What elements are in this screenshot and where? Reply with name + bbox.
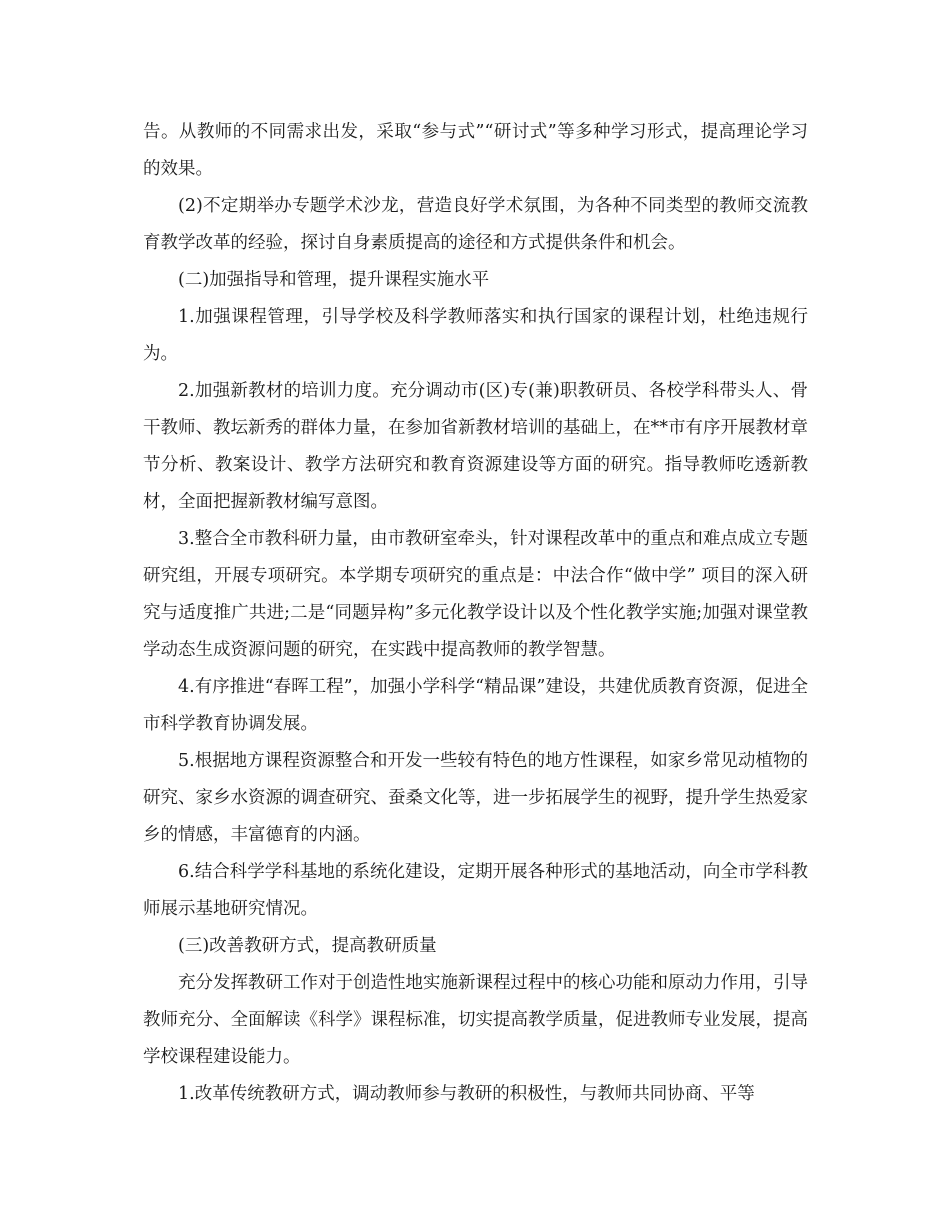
- paragraph-salon: (2)不定期举办专题学术沙龙，营造良好学术氛围，为各种不同类型的教师交流教育教学改革的经验，探讨自身素质提高的途径和方式提供条件和机会。: [143, 196, 808, 253]
- section-heading-3: (三)改善教研方式，提高教研质量: [178, 936, 437, 956]
- paragraph-item-5: 5.根据地方课程资源整合和开发一些较有特色的地方性课程，如家乡常见动植物的研究、家乡水资源的调查研究、蚕桑文化等，进一步拓展学生的视野，提升学生热爱家乡的情感，丰富德育的内涵。: [143, 751, 808, 845]
- paragraph-item-4: 4.有序推进“春晖工程”，加强小学科学“精品课”建设，共建优质教育资源，促进全市科学教育协调发展。: [143, 677, 808, 734]
- paragraph-continued: 告。从教师的不同需求出发，采取“参与式”“研讨式”等多种学习形式，提高理论学习的效果。: [143, 122, 808, 179]
- paragraph-intro: 充分发挥教研工作对于创造性地实施新课程过程中的核心功能和原动力作用，引导教师充分、全面解读《科学》课程标准，切实提高教学质量，促进教师专业发展，提高学校课程建设能力。: [143, 973, 808, 1067]
- paragraph-item-6: 6.结合科学学科基地的系统化建设，定期开展各种形式的基地活动，向全市学科教师展示基地研究情况。: [143, 862, 808, 919]
- paragraph-item-3: 3.整合全市教科研力量，由市教研室牵头，针对课程改革中的重点和难点成立专题研究组，开展专项研究。本学期专项研究的重点是：中法合作“做中学” 项目的深入研究与适度推广共进;二是“同题异构”多元化教学设计以及个性化教学实施;加强对课堂教学动态生成资源问题的研究，在实践中提高教师的教学智慧。: [143, 529, 808, 660]
- paragraph-item-1: 1.加强课程管理，引导学校及科学教师落实和执行国家的课程计划，杜绝违规行为。: [143, 307, 808, 364]
- section-heading-2: (二)加强指导和管理，提升课程实施水平: [178, 270, 490, 290]
- document-body: [143, 114, 808, 1113]
- paragraph-item-1b: 1.改革传统教研方式，调动教师参与教研的积极性，与教师共同协商、平等: [178, 1084, 755, 1104]
- paragraph-item-2: 2.加强新教材的培训力度。充分调动市(区)专(兼)职教研员、各校学科带头人、骨干教师、教坛新秀的群体力量，在参加省新教材培训的基础上，在**市有序开展教材章节分析、教案设计、教学方法研究和教育资源建设等方面的研究。指导教师吃透新教材，全面把握新教材编写意图。: [143, 381, 808, 512]
